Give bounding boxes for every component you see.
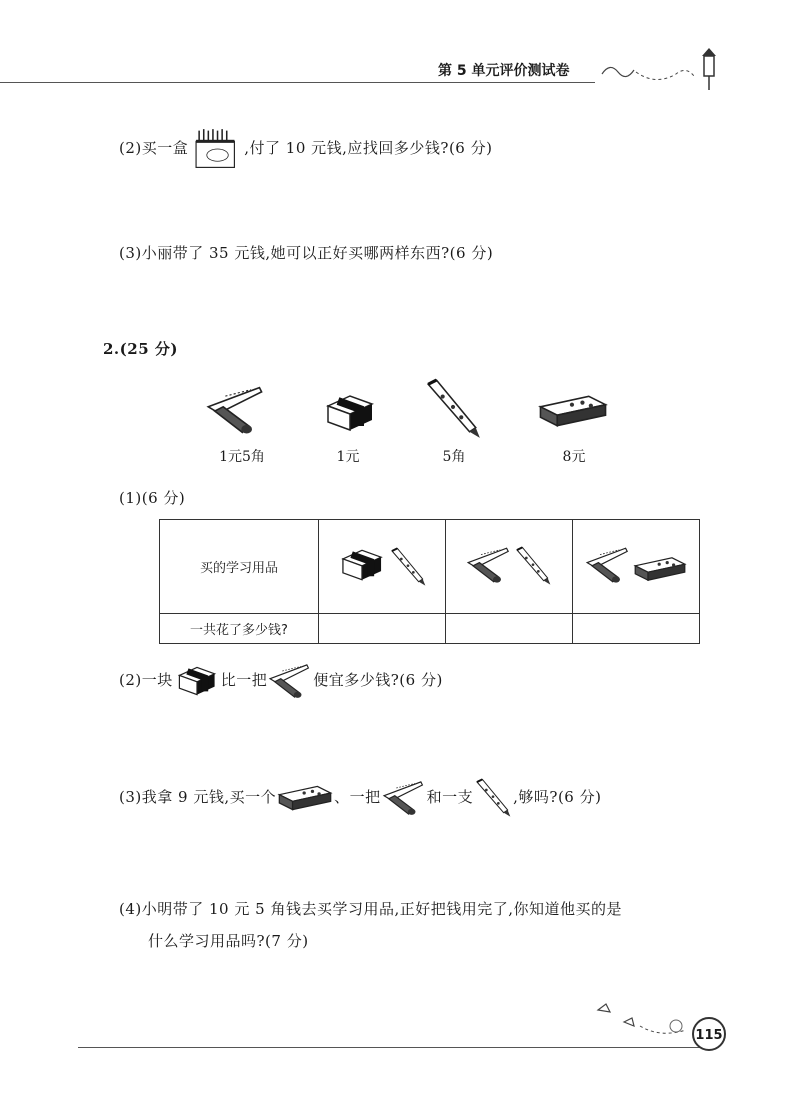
page-number: 115 [692, 1017, 726, 1051]
pencil-sharpener-icon [204, 382, 268, 438]
pencil-icon [513, 546, 553, 586]
table-cell-eraser-pencil [319, 520, 446, 614]
q1-part3: (3)小丽带了 35 元钱,她可以正好买哪两样东西?(6 分) [119, 244, 494, 262]
answer-cell-1[interactable] [319, 614, 446, 644]
pencil-sharpener-icon [267, 661, 313, 701]
q2-part4-line1: (4)小明带了 10 元 5 角钱去买学习用品,正好把钱用完了,你知道他买的是 [119, 900, 622, 918]
purchase-table [159, 519, 700, 644]
q2-part4-line2: 什么学习用品吗?(7 分) [148, 932, 309, 950]
pencil-sharpener-icon [465, 544, 513, 586]
q1-part2-prefix: (2)买一盒 [119, 139, 189, 157]
q2-part2-b: 比一把 [220, 671, 268, 689]
footer-rule [78, 1047, 714, 1048]
table-cell-sharpener-pencil [446, 520, 573, 614]
q1-part2-suffix: ,付了 10 元钱,应找回多少钱?(6 分) [244, 139, 493, 157]
header-decoration-icon [596, 46, 726, 92]
q2-part3-c: 和一支 [426, 788, 474, 806]
q2-heading: 2.(25 分) [103, 340, 178, 358]
eraser-icon [320, 388, 380, 438]
answer-cell-3[interactable] [573, 614, 700, 644]
pencil-box-icon [632, 552, 688, 586]
eraser-icon [336, 543, 388, 587]
pencil-box-icon [536, 390, 610, 432]
pencil-icon [473, 778, 513, 818]
pencil-sharpener-icon [381, 778, 427, 818]
answer-cell-2[interactable] [446, 614, 573, 644]
price-pencil-box: 8元 [562, 449, 586, 465]
pencil-icon [418, 378, 488, 440]
pencil-box-icon [276, 781, 334, 815]
pencil-icon [388, 547, 428, 587]
q2-part2-a: (2)一块 [119, 671, 173, 689]
price-pencil: 5角 [442, 449, 466, 465]
q2-part3-b: 、一把 [334, 788, 381, 806]
q2-part2-c: 便宜多少钱?(6 分) [313, 671, 443, 689]
pencil-sharpener-icon [584, 544, 632, 586]
q2-part3-a: (3)我拿 9 元钱,买一个 [119, 788, 277, 806]
q2-part3 [119, 778, 601, 818]
price-eraser: 1元 [336, 449, 360, 465]
q2-part3-d: ,够吗?(6 分) [513, 788, 602, 806]
footer-decoration-icon [590, 996, 690, 1042]
q2-part2 [119, 660, 443, 702]
crayon-box-icon [188, 126, 244, 172]
table-cell-sharpener-box [573, 520, 700, 614]
q2-part1-label: (1)(6 分) [119, 489, 186, 507]
eraser-icon [173, 660, 221, 702]
price-sharpener: 1元5角 [219, 449, 265, 465]
header-title: 第 5 单元评价测试卷 [438, 63, 570, 79]
table-row1-header: 买的学习用品 [160, 520, 319, 614]
q1-part2 [119, 126, 492, 172]
header-rule [0, 82, 595, 83]
table-row2-header: 一共花了多少钱? [160, 614, 319, 644]
